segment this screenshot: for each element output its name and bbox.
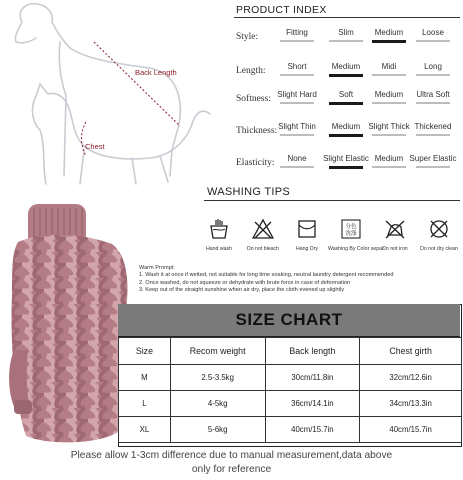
washing-icon-item (240, 218, 286, 252)
index-selected-bar (329, 166, 363, 169)
index-option: Short (287, 62, 307, 71)
hand-wash-icon (208, 218, 230, 240)
washing-icon-caption: Hang Dry (296, 246, 318, 252)
product-index (0, 0, 463, 180)
size-table-header (119, 338, 462, 365)
index-selected-bar (372, 40, 406, 43)
header-cell: Chest girth (360, 338, 462, 365)
index-bar (416, 102, 450, 104)
washing-icon-item (416, 218, 462, 252)
washing-icon-item (372, 218, 418, 252)
washing-icon-caption: Hand wash (206, 246, 232, 252)
index-option: Medium (374, 28, 404, 37)
weight-cell: 4-5kg (170, 391, 265, 417)
index-option: Slight Thick (368, 122, 410, 131)
index-option: Midi (381, 62, 397, 71)
index-option: Fitting (286, 28, 308, 37)
index-bar (416, 134, 450, 136)
header-cell: Back length (265, 338, 360, 365)
header-cell: Recom weight (170, 338, 265, 365)
table-row (119, 365, 462, 391)
index-bar (280, 40, 314, 42)
index-option: Slight Elastic (323, 154, 369, 163)
index-row-label: Length: (236, 66, 266, 76)
size-cell: L (119, 391, 171, 417)
back-length-cell: 36cm/14.1in (265, 391, 360, 417)
chest-girth-cell: 32cm/12.6in (360, 365, 462, 391)
chest-label: Chest (85, 142, 105, 151)
index-row-label: Thickness: (236, 126, 278, 136)
index-bar (280, 166, 314, 168)
do-not-dry-clean-icon (428, 218, 450, 240)
index-option: Thickened (414, 122, 452, 131)
wash-color-glyph: 洗涤 (345, 231, 357, 237)
footer-line: Please allow 1-3cm difference due to manual measurement,data above (70, 450, 393, 461)
index-option: Slim (338, 28, 354, 37)
washing-icon-caption: Washing By Color separ (328, 246, 384, 252)
index-option: Soft (338, 90, 354, 99)
weight-cell: 2.5-3.5kg (170, 365, 265, 391)
index-option: Slight Hard (277, 90, 317, 99)
index-bar (280, 102, 314, 104)
back-length-label: Back Length (135, 68, 177, 77)
weight-cell: 5-6kg (170, 417, 265, 443)
footer-note (0, 449, 463, 477)
chest-girth-cell: 40cm/15.7in (360, 417, 462, 443)
size-table (118, 337, 462, 443)
footer-line: only for reference (191, 464, 272, 475)
do-not-bleach-icon (252, 218, 274, 240)
warm-prompt-line: 2. Once washed, do not squeeze or dehydrate with brute force in case of deformation (139, 279, 351, 286)
warm-prompt-title: Warm Prompt: (139, 265, 175, 271)
washing-icon-item (328, 218, 384, 252)
size-cell: M (119, 365, 171, 391)
product-index-title: PRODUCT INDEX (236, 4, 327, 16)
wash-by-color-icon (340, 218, 362, 240)
header-cell: Size (119, 338, 171, 365)
table-row (119, 417, 462, 443)
index-bar (329, 40, 363, 42)
index-selected-bar (329, 102, 363, 105)
index-bar (416, 40, 450, 42)
washing-icon-caption: Do not iron (382, 246, 408, 252)
index-option: Medium (331, 122, 361, 131)
size-cell: XL (119, 417, 171, 443)
index-bar (416, 166, 450, 168)
index-selected-bar (329, 74, 363, 77)
washing-icon-caption: Do not bleach (246, 246, 279, 252)
washing-icon-item (284, 218, 330, 252)
washing-tips-rule (204, 200, 460, 201)
index-option: Medium (374, 90, 404, 99)
do-not-iron-icon (384, 218, 406, 240)
index-bar (280, 134, 314, 136)
index-option: Loose (422, 28, 444, 37)
back-length-cell: 40cm/15.7in (265, 417, 360, 443)
index-option: Ultra Soft (416, 90, 450, 99)
index-bar (372, 102, 406, 104)
index-bar (372, 134, 406, 136)
index-option: Long (424, 62, 442, 71)
washing-tips-title: WASHING TIPS (207, 186, 291, 198)
back-length-cell: 30cm/11.8in (265, 365, 360, 391)
index-bar (280, 74, 314, 76)
index-row-label: Style: (236, 32, 259, 42)
washing-icon-caption: Do not dry clean (420, 246, 458, 252)
index-row-label: Elasticity: (236, 158, 275, 168)
warm-prompt (139, 265, 461, 294)
index-option: Super Elastic (409, 154, 457, 163)
index-bar (372, 166, 406, 168)
index-option: Medium (331, 62, 361, 71)
index-option: Medium (374, 154, 404, 163)
index-option: Slight Thin (278, 122, 316, 131)
washing-icon-item (196, 218, 242, 252)
index-selected-bar (329, 134, 363, 137)
hang-dry-icon (296, 218, 318, 240)
index-row-label: Softness: (236, 94, 271, 104)
chest-girth-cell: 34cm/13.3in (360, 391, 462, 417)
size-chart-title: SIZE CHART (118, 304, 460, 337)
index-option: None (287, 154, 307, 163)
washing-icons (196, 218, 462, 260)
table-row (119, 391, 462, 417)
wash-color-glyph: 分色 (345, 224, 357, 230)
index-bar (416, 74, 450, 76)
index-bar (372, 74, 406, 76)
warm-prompt-line: 1. Wash it at once if wetted, not suitable for long time soaking, neutral laundry detergent recommended (139, 272, 394, 279)
warm-prompt-line: 3. Keep out of the straight sunshine when air dry, place the cloth evened up slightly (139, 286, 345, 293)
